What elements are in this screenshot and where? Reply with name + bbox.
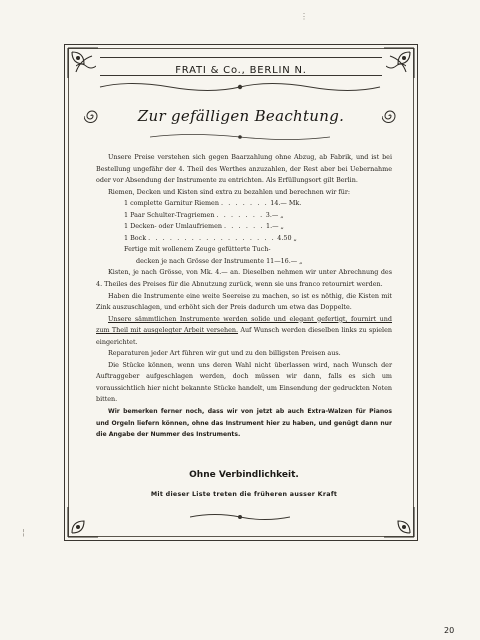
header-flourish — [90, 80, 390, 94]
scroll-ornament-left — [76, 62, 96, 70]
scan-mark: ⋮ — [300, 12, 308, 21]
price-item — [96, 198, 392, 210]
company-name: FRATI & Co., BERLIN N. — [175, 65, 307, 76]
paragraph-boxes: Kisten, je nach Grösse, von Mk. 4.— an. Dieselben nehmen wir unter Abrechnung des 4. Theiles des Preises für die Abnutzung zurück, wenn sie uns franco retournirt werden. — [96, 268, 392, 289]
covers-line-1: Fertige mit wollenem Zeuge gefütterte Tuch- — [124, 245, 271, 254]
price-item — [96, 221, 392, 233]
price-item-dots: . . . . . . . — [216, 210, 264, 219]
price-item-label: 1 Paar Schulter-Tragriemen — [124, 210, 215, 219]
page-number: 20 — [444, 626, 455, 635]
closing-heading: Ohne Verbindlichkeit. — [189, 470, 299, 480]
price-item-label: 1 Decken- oder Umlaufriemen — [124, 222, 222, 231]
scroll-ornament-right — [386, 62, 406, 70]
page-title: Zur gefälligen Beachtung. — [137, 107, 345, 125]
price-item-dots: . . . . . . — [224, 222, 264, 231]
price-item-price: 4.50 „ — [277, 233, 297, 242]
paragraph-extra-rollers: Wir bemerken ferner noch, dass wir von jetzt ab auch Extra-Walzen für Pianos und Orgeln liefern können, ohne das Instrument hier zu haben, und genügt dann nur die Angabe der Nummer des Instruments. — [96, 408, 392, 439]
price-item-price: 1.— „ — [266, 222, 284, 231]
price-item — [96, 233, 392, 245]
corner-ornament-bottom-left — [66, 505, 100, 539]
terms-body — [96, 152, 392, 441]
bottom-flourish — [190, 512, 290, 522]
spiral-ornament-right — [382, 108, 398, 124]
paragraph-repairs: Reparaturen jeder Art führen wir gut und zu den billigsten Preisen aus. — [108, 349, 341, 358]
covers-label: decken je nach Grösse der Instrumente — [136, 256, 265, 265]
corner-ornament-bottom-right — [382, 505, 416, 539]
price-item-label: 1 complette Garnitur Riemen — [124, 199, 219, 208]
covers-price: 11—16.— „ — [266, 256, 303, 265]
price-item-price: 14.— Mk. — [270, 199, 302, 208]
price-item — [96, 210, 392, 222]
paragraph-extras-intro: Riemen, Decken und Kisten sind extra zu bezahlen und berechnen wir für: — [108, 187, 351, 196]
paragraph-pieces: Die Stücke können, wenn uns deren Wahl nicht überlassen wird, nach Wunsch der Auftraggeber aufgeschlagen werden, doch müssen wir dann, falls es sich um voraussichtlich hier nicht bekannte Stücke handelt, um Einsendung der gedruckten Noten bitten. — [96, 360, 392, 404]
price-item-price: 3.— „ — [265, 210, 284, 219]
price-item-dots: . . . . . . . . . . . . . . . . . . — [148, 233, 276, 242]
quality-rest: Auf Wunsch werden dieselben links zu spielen eingerichtet. — [96, 326, 392, 346]
header-rule-bottom — [100, 75, 382, 76]
paragraph-quality — [96, 314, 392, 349]
paragraph-payment-terms: Unsere Preise verstehen sich gegen Baarzahlung ohne Abzug, ab Fabrik, und ist bei Bestellung ungefähr der 4. Theil des Werthes anzuzahlen, der Rest aber bei Uebernahme oder vor Absendung der Instrumente zu entrichten. Als Erfüllungsort gilt Berlin. — [96, 153, 392, 185]
title-flourish — [150, 132, 330, 142]
scan-mark: ¦ — [22, 528, 25, 537]
covers-line-2 — [96, 256, 392, 268]
title-block — [72, 96, 410, 136]
company-header — [100, 58, 382, 74]
closing-note: Mit dieser Liste treten die früheren ausser Kraft — [150, 491, 338, 498]
price-item-label: 1 Bock — [124, 233, 147, 242]
price-item-dots: . . . . . . . — [221, 199, 269, 208]
quality-underlined: Unsere sämmtlichen Instrumente werden solide und elegant gefertigt, fournirt und zum Theil mit ausgelegter Arbeit versehen. — [96, 314, 392, 335]
paragraph-sea-voyage: Haben die Instrumente eine weite Seereise zu machen, so ist es nöthig, die Kisten mit Zink auszuschlagen, und erhöht sich der Preis dadurch um etwa das Doppelte. — [96, 291, 392, 312]
